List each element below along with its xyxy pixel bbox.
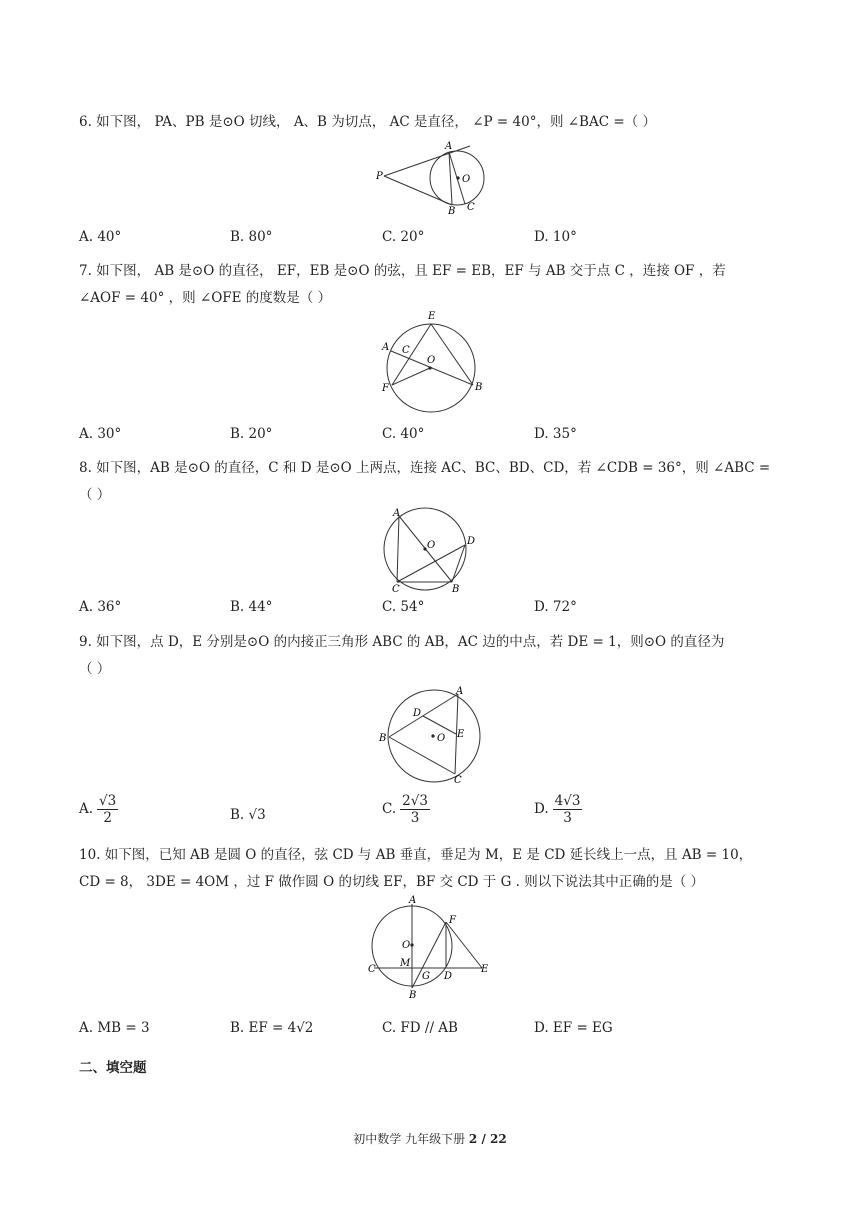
question-7-line-2: ∠AOF = 40° ，则 ∠OFE 的度数是（ ） xyxy=(79,290,332,306)
options-q8 xyxy=(79,599,779,621)
question-9-line-2: （ ） xyxy=(79,661,111,677)
label-D: D xyxy=(467,536,476,547)
label-A: A xyxy=(456,686,464,697)
question-7-line-1: 7. 如下图， AB 是⊙O 的直径， EF，EB 是⊙O 的弦，且 EF = EB，EF 与 AB 交于点 C ，连接 OF ，若 xyxy=(79,263,726,279)
option-b[interactable]: B. EF = 4√2 xyxy=(230,1020,314,1036)
question-6-line-1: 6. 如下图， PA、PB 是⊙O 切线， A、B 为切点， AC 是直径， ∠P = 40°，则 ∠BAC =（ ） xyxy=(79,114,656,130)
label-O: O xyxy=(402,940,411,951)
label-A: A xyxy=(445,141,453,152)
question-10-line-2: CD = 8， 3DE = 4OM ，过 F 做作圆 O 的切线 EF，BF 交 CD 于 G . 则以下说法其中正确的是（ ） xyxy=(79,874,705,890)
label-D: D xyxy=(444,971,453,982)
options-q6 xyxy=(79,229,779,251)
option-d[interactable]: D. 72° xyxy=(534,599,577,615)
label-F: F xyxy=(382,383,389,394)
label-P: P xyxy=(376,171,383,182)
question-9-line-1: 9. 如下图，点 D，E 分别是⊙O 的内接正三角形 ABC 的 AB，AC 边的中点，若 DE = 1，则⊙O 的直径为 xyxy=(79,634,725,650)
figure-q9 xyxy=(376,686,486,790)
label-B: B xyxy=(448,206,456,217)
option-b[interactable]: B. 44° xyxy=(230,599,273,615)
label-D: D xyxy=(413,708,422,719)
question-8-line-1: 8. 如下图，AB 是⊙O 的直径，C 和 D 是⊙O 上两点，连接 AC、BC、BD、CD，若 ∠CDB = 36°，则 ∠ABC = xyxy=(79,460,771,476)
label-O: O xyxy=(437,733,446,744)
question-8-line-2: （ ） xyxy=(79,487,111,503)
option-a[interactable]: A. 40° xyxy=(79,229,122,245)
label-G: G xyxy=(422,971,430,982)
option-a[interactable]: A. MB = 3 xyxy=(79,1020,150,1036)
label-B: B xyxy=(452,584,460,595)
label-B: B xyxy=(379,733,387,744)
label-C: C xyxy=(454,775,462,786)
label-E: E xyxy=(428,311,436,322)
option-a[interactable]: A. 36° xyxy=(79,599,122,615)
label-F: F xyxy=(449,915,456,926)
option-c[interactable]: C. 20° xyxy=(382,229,425,245)
page-footer xyxy=(0,1130,860,1147)
figure-q10 xyxy=(364,894,494,1008)
footer-text: 初中数学 九年级下册 xyxy=(353,1132,469,1146)
question-10-line-1: 10. 如下图，已知 AB 是圆 O 的直径，弦 CD 与 AB 垂直，垂足为 M，E 是 CD 延长线上一点，且 AB = 10， xyxy=(79,847,753,863)
label-O: O xyxy=(427,540,436,551)
figure-q8 xyxy=(380,504,480,603)
option-c[interactable]: C. FD // AB xyxy=(382,1020,458,1036)
option-a[interactable]: A. 30° xyxy=(79,426,122,442)
figure-q6 xyxy=(372,138,482,222)
option-d[interactable]: D. $\frac{4√3}{3}$ xyxy=(534,793,581,826)
options-q9 xyxy=(79,793,779,837)
label-E: E xyxy=(457,729,465,740)
option-c[interactable]: C. 54° xyxy=(382,599,425,615)
options-q7 xyxy=(79,426,779,448)
option-d[interactable]: D. 10° xyxy=(534,229,577,245)
option-b[interactable]: B. 80° xyxy=(230,229,273,245)
label-M: M xyxy=(400,958,411,969)
option-a[interactable]: A. $\frac{√3}{2}$ xyxy=(79,793,117,826)
label-C: C xyxy=(368,964,376,975)
figure-q7 xyxy=(378,308,488,422)
option-c[interactable]: C. 40° xyxy=(382,426,425,442)
label-E: E xyxy=(481,964,489,975)
label-B: B xyxy=(475,382,483,393)
option-b[interactable]: B. 20° xyxy=(230,426,273,442)
options-q10 xyxy=(79,1020,779,1042)
label-C: C xyxy=(467,202,475,213)
section-title: 二、填空题 xyxy=(79,1060,147,1076)
label-A: A xyxy=(382,342,390,353)
page-number: 2 / 22 xyxy=(468,1132,507,1146)
option-b[interactable]: B. √3 xyxy=(230,807,266,823)
option-c[interactable]: C. $\frac{2√3}{3}$ xyxy=(382,793,428,826)
label-C: C xyxy=(402,345,410,356)
label-O: O xyxy=(427,355,436,366)
label-A: A xyxy=(393,508,401,519)
label-A: A xyxy=(409,895,417,906)
option-d[interactable]: D. EF = EG xyxy=(534,1020,613,1036)
option-d[interactable]: D. 35° xyxy=(534,426,577,442)
label-B: B xyxy=(409,990,417,1001)
label-O: O xyxy=(462,174,471,185)
label-C: C xyxy=(392,584,400,595)
